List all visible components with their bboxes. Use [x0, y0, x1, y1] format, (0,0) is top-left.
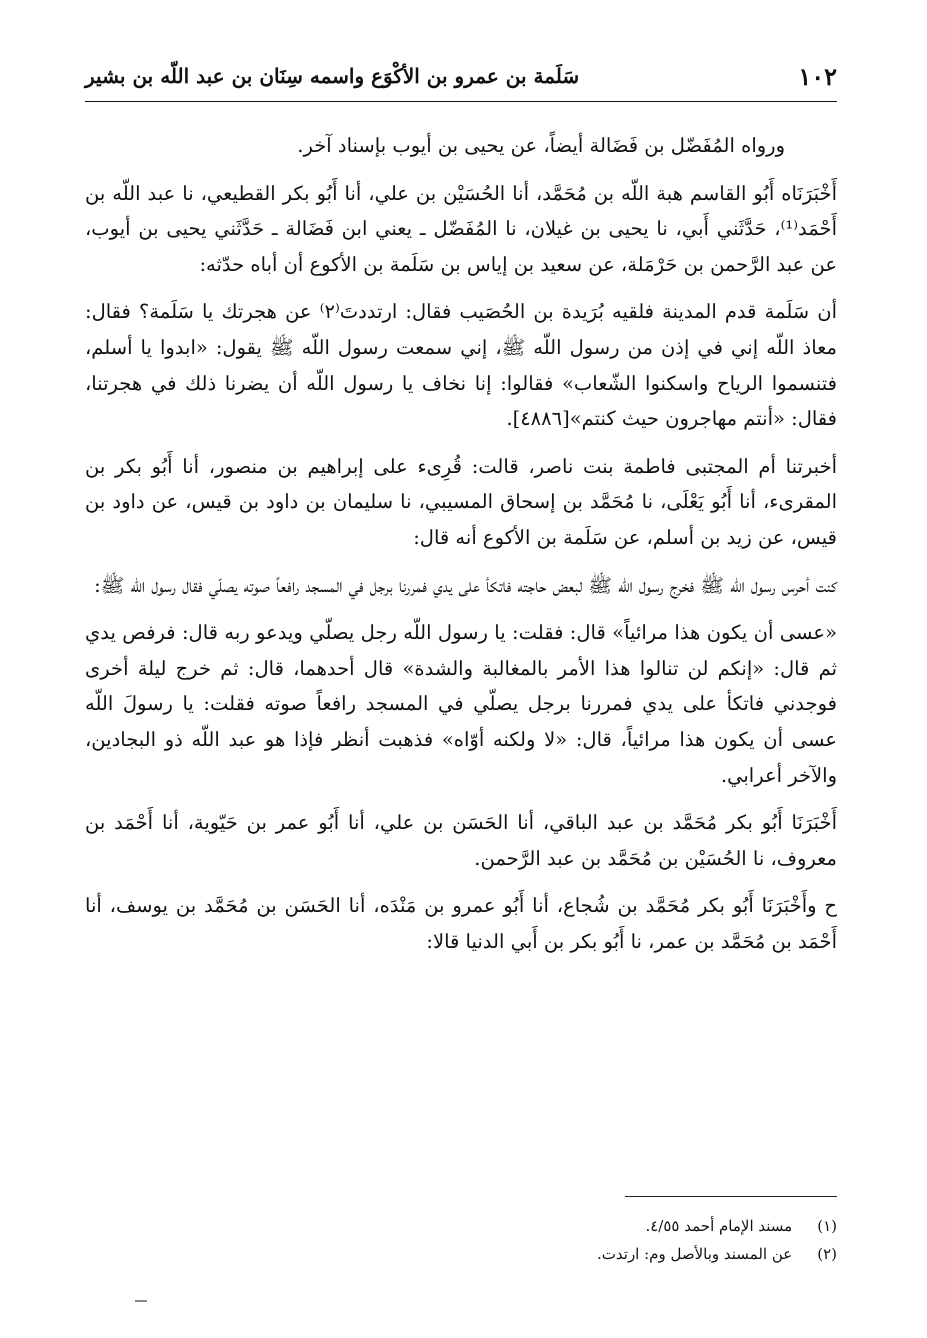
page-number: ١٠٢	[798, 62, 837, 91]
footnote-number: (١)	[817, 1217, 837, 1235]
page-header	[85, 62, 837, 98]
footnote-number: (٢)	[817, 1245, 837, 1263]
footnote	[237, 1240, 837, 1268]
paragraph: أَخْبَرَنَا أَبُو بكر مُحَمَّد بن عبد الباقي، أنا الحَسَن بن علي، أنا أَبُو عمر بن حَيّوية، أنا أَحْمَد بن معروف، نا الحُسَيْن بن مُحَمَّد بن عبد الرَّحمن.	[85, 811, 837, 870]
footnote-text: عن المسند وبالأصل وم: ارتدت.	[597, 1245, 793, 1263]
paragraph: ورواه المُفَضّل بن فَضَالة أيضاً، عن يحيى بن أيوب بإسناد آخر.	[297, 134, 785, 157]
main-text	[85, 128, 837, 959]
paragraph: أخبرتنا أم المجتبى فاطمة بنت ناصر، قالت: قُرِىء على إبراهيم بن منصور، أنا أَبُو بكر بن المقرىء، أنا أَبُو يَعْلَى، نا مُحَمَّد بن إسحاق المسيبي، نا سليمان بن داود بن قيس، عن داود بن قيس، عن زيد بن أسلم، عن سَلَمة بن الأكوع أنه قال:	[85, 454, 837, 549]
paragraph: كنت أحرس رسول اللّه ﷺ فخرج رسول اللّه ﷺ لبعض حاجته فاتكأ على يدي فمررنا برجل في المسجد رافعاً صوته يصلّي فقال رسول اللّه ﷺ:	[94, 573, 837, 597]
ink-mark	[135, 1300, 147, 1302]
footnote-divider	[625, 1196, 837, 1197]
paragraph: أَخْبَرَنَاه أَبُو القاسم هبة اللّه بن مُحَمَّد، أنا الحُسَيْن بن علي، أنا أَبُو بكر القطيعي، نا عبد اللّه بن أَحْمَد⁽¹⁾، حَدَّثَني أَبي، نا يحيى بن غيلان، نا المُفَضّل ـ يعني ابن فَضَالة ـ حَدَّثَني يحيى بن أيوب، عن عبد الرَّحمن بن حَرْمَلة، عن سعيد بن إياس بن سَلَمة بن الأكوع أن أباه حدّثه:	[85, 181, 837, 276]
running-head: سَلَمة بن عمرو بن الأكْوَع واسمه سِنَان بن عبد اللّه بن بشير	[85, 64, 580, 88]
footnotes	[237, 1212, 837, 1268]
paragraph: ح وأَخْبَرَنَا أَبُو بكر مُحَمَّد بن شُجاع، أنا أَبُو عمرو بن مَنْدَه، أنا الحَسَن بن مُحَمَّد بن يوسف، أنا أَحْمَد بن مُحَمَّد بن عمر، نا أَبُو بكر بن أَبي الدنيا قالا:	[85, 894, 837, 953]
paragraph: أن سَلَمة قدم المدينة فلقيه بُرَيدة بن الحُصَيب فقال: ارتددتَ⁽٢⁾ عن هجرتك يا سَلَمة؟ فقال: معاذ اللّه إني في إذن من رسول اللّه ﷺ، إني سمعت رسول اللّه ﷺ يقول: «ابدوا يا أسلم، فتنسموا الرياح واسكنوا الشّعاب» فقالوا: إنا نخاف يا رسول اللّه أن يضرنا ذلك في هجرتنا، فقال: «أنتم مهاجرون حيث كنتم»[٤٨٨٦].	[85, 300, 837, 431]
paragraph: «عسى أن يكون هذا مرائياً» قال: فقلت: يا رسول اللّه رجل يصلّي ويدعو ربه قال: فرفص يدي ثم قال: «إنكم لن تنالوا هذا الأمر بالمغالبة والشدة» قال أحدهما، قال: ثم خرج ليلة أخرى فوجدني فاتكأ على يدي فمررنا برجل يصلّي في المسجد رافعاً صوته فقلت: يا رسولَ اللّه عسى أن يكون هذا مرائياً، قال: «لا ولكنه أوّاه» فذهبت أنظر فإذا هو عبد اللّه ذو البجادين، والآخر أعرابي.	[85, 621, 837, 787]
footnote	[237, 1212, 837, 1240]
header-divider	[85, 101, 837, 102]
footnote-text: مسند الإمام أحمد ٤/٥٥.	[645, 1217, 793, 1235]
